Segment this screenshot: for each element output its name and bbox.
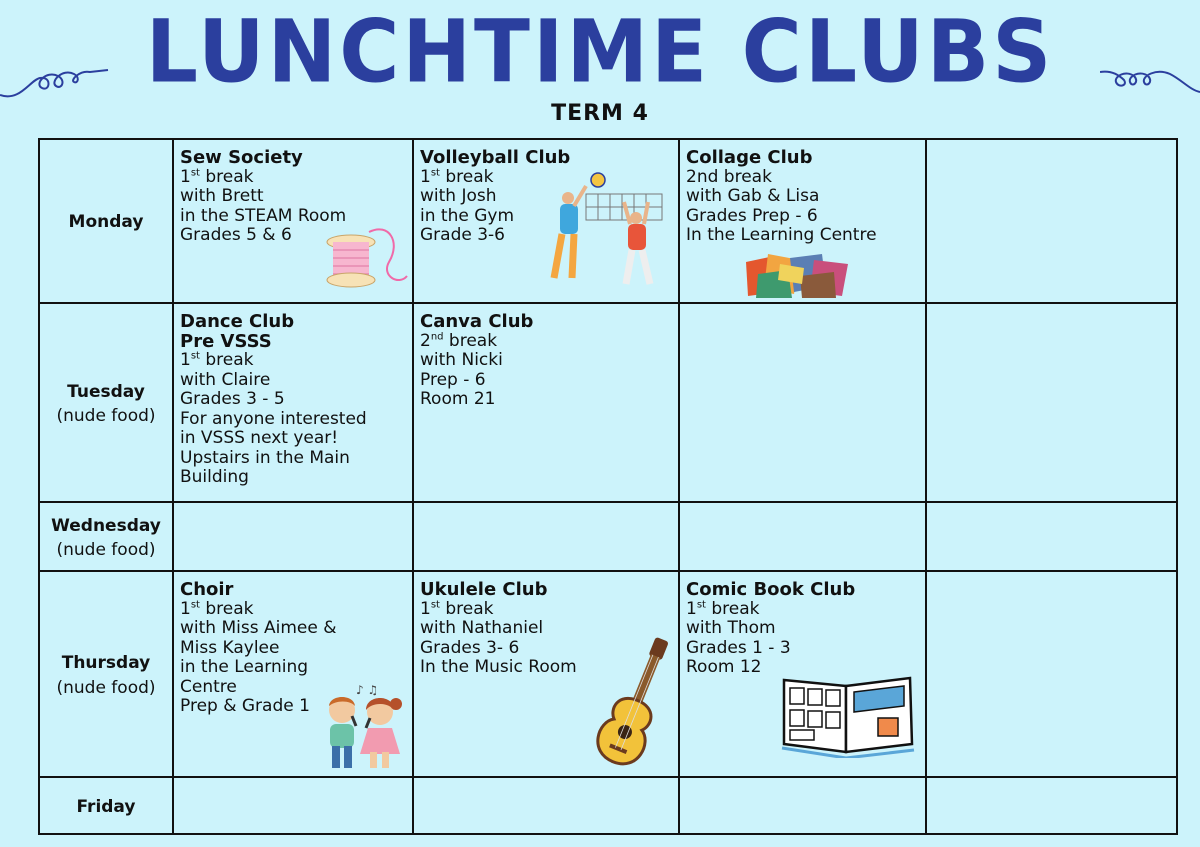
club-detail: with Josh — [420, 186, 497, 206]
svg-text:♪ ♫: ♪ ♫ — [356, 683, 379, 697]
club-detail: Building — [180, 467, 249, 487]
tuesday-row — [39, 303, 1177, 502]
club-detail: Room 12 — [686, 657, 762, 677]
club-detail: with Thom — [686, 618, 776, 638]
day-name: Tuesday — [67, 381, 145, 402]
club-cell-canva — [413, 303, 679, 502]
monday-row — [39, 139, 1177, 303]
club-detail: In the Music Room — [420, 657, 577, 677]
club-name: Volleyball Club — [420, 147, 571, 168]
day-name: Monday — [68, 212, 144, 233]
comic-book-icon — [778, 672, 918, 758]
club-detail: Prep - 6 — [420, 369, 486, 390]
club-name: Comic Book Club — [686, 579, 856, 600]
day-note: (nude food) — [56, 677, 156, 698]
club-break: 1st break — [686, 598, 760, 619]
volleyball-players-icon — [546, 166, 666, 294]
empty-cell — [173, 777, 413, 834]
club-detail: with Gab & Lisa — [686, 186, 820, 206]
club-break: 1st break — [420, 598, 494, 619]
day-cell-thursday — [39, 571, 173, 777]
clubs-schedule-table — [38, 138, 1178, 835]
club-name: Sew Society — [180, 147, 303, 168]
club-detail: Grade 3-6 — [420, 225, 505, 245]
club-break: 1st break — [180, 350, 254, 370]
club-detail: For anyone interested — [180, 408, 367, 429]
empty-cell — [679, 502, 926, 571]
club-detail: Grades 1 - 3 — [686, 637, 791, 658]
club-name: Collage Club — [686, 147, 813, 168]
club-cell-choir — [173, 571, 413, 777]
club-detail: in the Learning — [180, 657, 309, 677]
club-detail: In the Learning Centre — [686, 225, 877, 245]
club-cell-dance — [173, 303, 413, 502]
club-detail: with Claire — [180, 369, 271, 390]
empty-cell — [926, 139, 1177, 303]
empty-cell — [926, 571, 1177, 777]
collage-papers-icon — [744, 252, 850, 300]
wednesday-row — [39, 502, 1177, 571]
day-name: Thursday — [61, 653, 151, 673]
empty-cell — [679, 777, 926, 834]
singing-kids-icon — [316, 680, 410, 772]
club-detail: with Brett — [180, 186, 264, 206]
club-cell-collage — [679, 139, 926, 303]
thread-spool-icon — [319, 222, 409, 294]
page-subtitle: TERM 4 — [551, 101, 649, 126]
empty-cell — [926, 502, 1177, 571]
club-detail: Centre — [180, 676, 237, 697]
day-note: (nude food) — [56, 406, 156, 426]
day-cell-wednesday — [39, 502, 173, 571]
club-detail: Room 21 — [420, 389, 496, 409]
empty-cell — [926, 777, 1177, 834]
club-break: 1st break — [420, 166, 494, 187]
empty-cell — [413, 777, 679, 834]
club-detail: with Nicki — [420, 350, 503, 370]
club-detail: Upstairs in the Main — [180, 447, 350, 468]
day-cell-tuesday — [39, 303, 173, 502]
club-detail: Grades 3- 6 — [420, 637, 520, 658]
club-subname: Pre VSSS — [180, 330, 272, 352]
club-name: Dance Club — [180, 311, 295, 332]
club-cell-sew-society — [173, 139, 413, 303]
day-name: Friday — [76, 796, 136, 817]
empty-cell — [679, 303, 926, 502]
empty-cell — [926, 303, 1177, 502]
club-cell-volleyball — [413, 139, 679, 303]
day-note: (nude food) — [56, 540, 156, 560]
club-detail: Grades 3 - 5 — [180, 389, 285, 409]
club-name: Choir — [180, 579, 234, 600]
club-break: 1st break — [180, 598, 254, 619]
page-title: LUNCHTIME CLUBS — [145, 2, 1055, 103]
club-detail: Prep & Grade 1 — [180, 696, 310, 716]
club-detail: 2nd break — [686, 166, 772, 187]
day-name: Wednesday — [51, 515, 161, 536]
club-detail: with Nathaniel — [420, 618, 544, 638]
club-name: Canva Club — [420, 311, 534, 332]
empty-cell — [413, 502, 679, 571]
club-detail: Grades 5 & 6 — [180, 225, 292, 245]
club-detail: in the Gym — [420, 205, 514, 226]
club-detail: Miss Kaylee — [180, 637, 280, 658]
thursday-row — [39, 571, 1177, 777]
club-break: 2nd break — [420, 330, 498, 351]
empty-cell — [173, 502, 413, 571]
day-cell-friday — [39, 777, 173, 834]
club-name: Ukulele Club — [420, 579, 548, 600]
club-detail: with Miss Aimee & — [180, 618, 337, 638]
club-detail: Grades Prep - 6 — [686, 205, 818, 226]
club-detail: in the STEAM Room — [180, 205, 347, 226]
club-detail: in VSSS next year! — [180, 428, 339, 448]
friday-row — [39, 777, 1177, 834]
club-break: 1st break — [180, 166, 254, 187]
club-cell-ukulele — [413, 571, 679, 777]
ukulele-icon — [594, 634, 678, 770]
club-cell-comic-book — [679, 571, 926, 777]
day-cell-monday — [39, 139, 173, 303]
